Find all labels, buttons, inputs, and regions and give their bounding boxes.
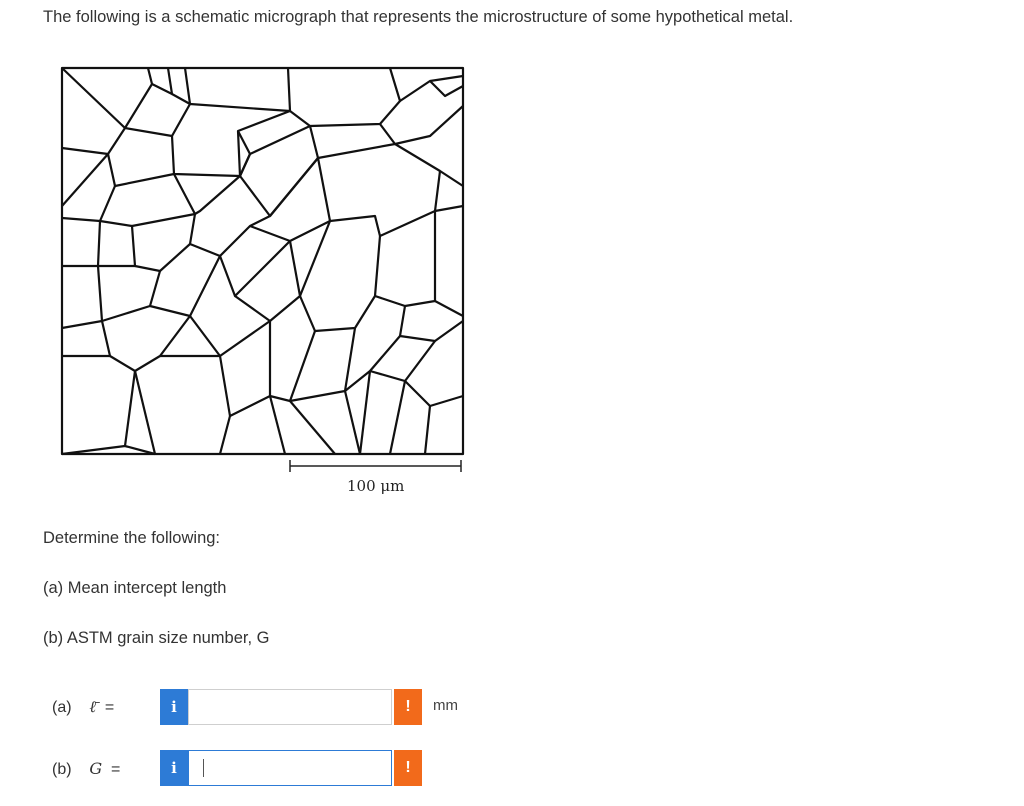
info-icon[interactable]: i — [160, 750, 188, 786]
answer-b-equals: = — [111, 761, 121, 778]
scale-bar — [288, 459, 463, 473]
answer-a-prefix: (a) — [52, 699, 72, 716]
alert-icon[interactable]: ! — [394, 750, 422, 786]
answer-b-prefix: (b) — [52, 761, 72, 778]
info-icon[interactable]: i — [160, 689, 188, 725]
scale-bar-label: 100 μm — [347, 477, 405, 495]
micrograph-image — [60, 66, 466, 456]
text-caret — [203, 759, 204, 777]
answer-a-equals: = — [104, 699, 115, 716]
answer-a-variable: ℓ̄ — [89, 697, 97, 716]
answer-b-input[interactable] — [188, 750, 392, 786]
part-b-text: (b) ASTM grain size number, G — [43, 629, 270, 647]
answer-b-label — [52, 759, 120, 779]
answer-a-label — [52, 697, 114, 717]
answer-b-variable: G — [89, 759, 103, 778]
intro-text: The following is a schematic micrograph that represents the microstructure of some hypothetical metal. — [43, 8, 794, 26]
determine-text: Determine the following: — [43, 529, 221, 547]
answer-a-unit: mm — [433, 697, 458, 714]
part-a-text: (a) Mean intercept length — [43, 579, 227, 597]
alert-icon[interactable]: ! — [394, 689, 422, 725]
answer-a-input[interactable] — [188, 689, 392, 725]
